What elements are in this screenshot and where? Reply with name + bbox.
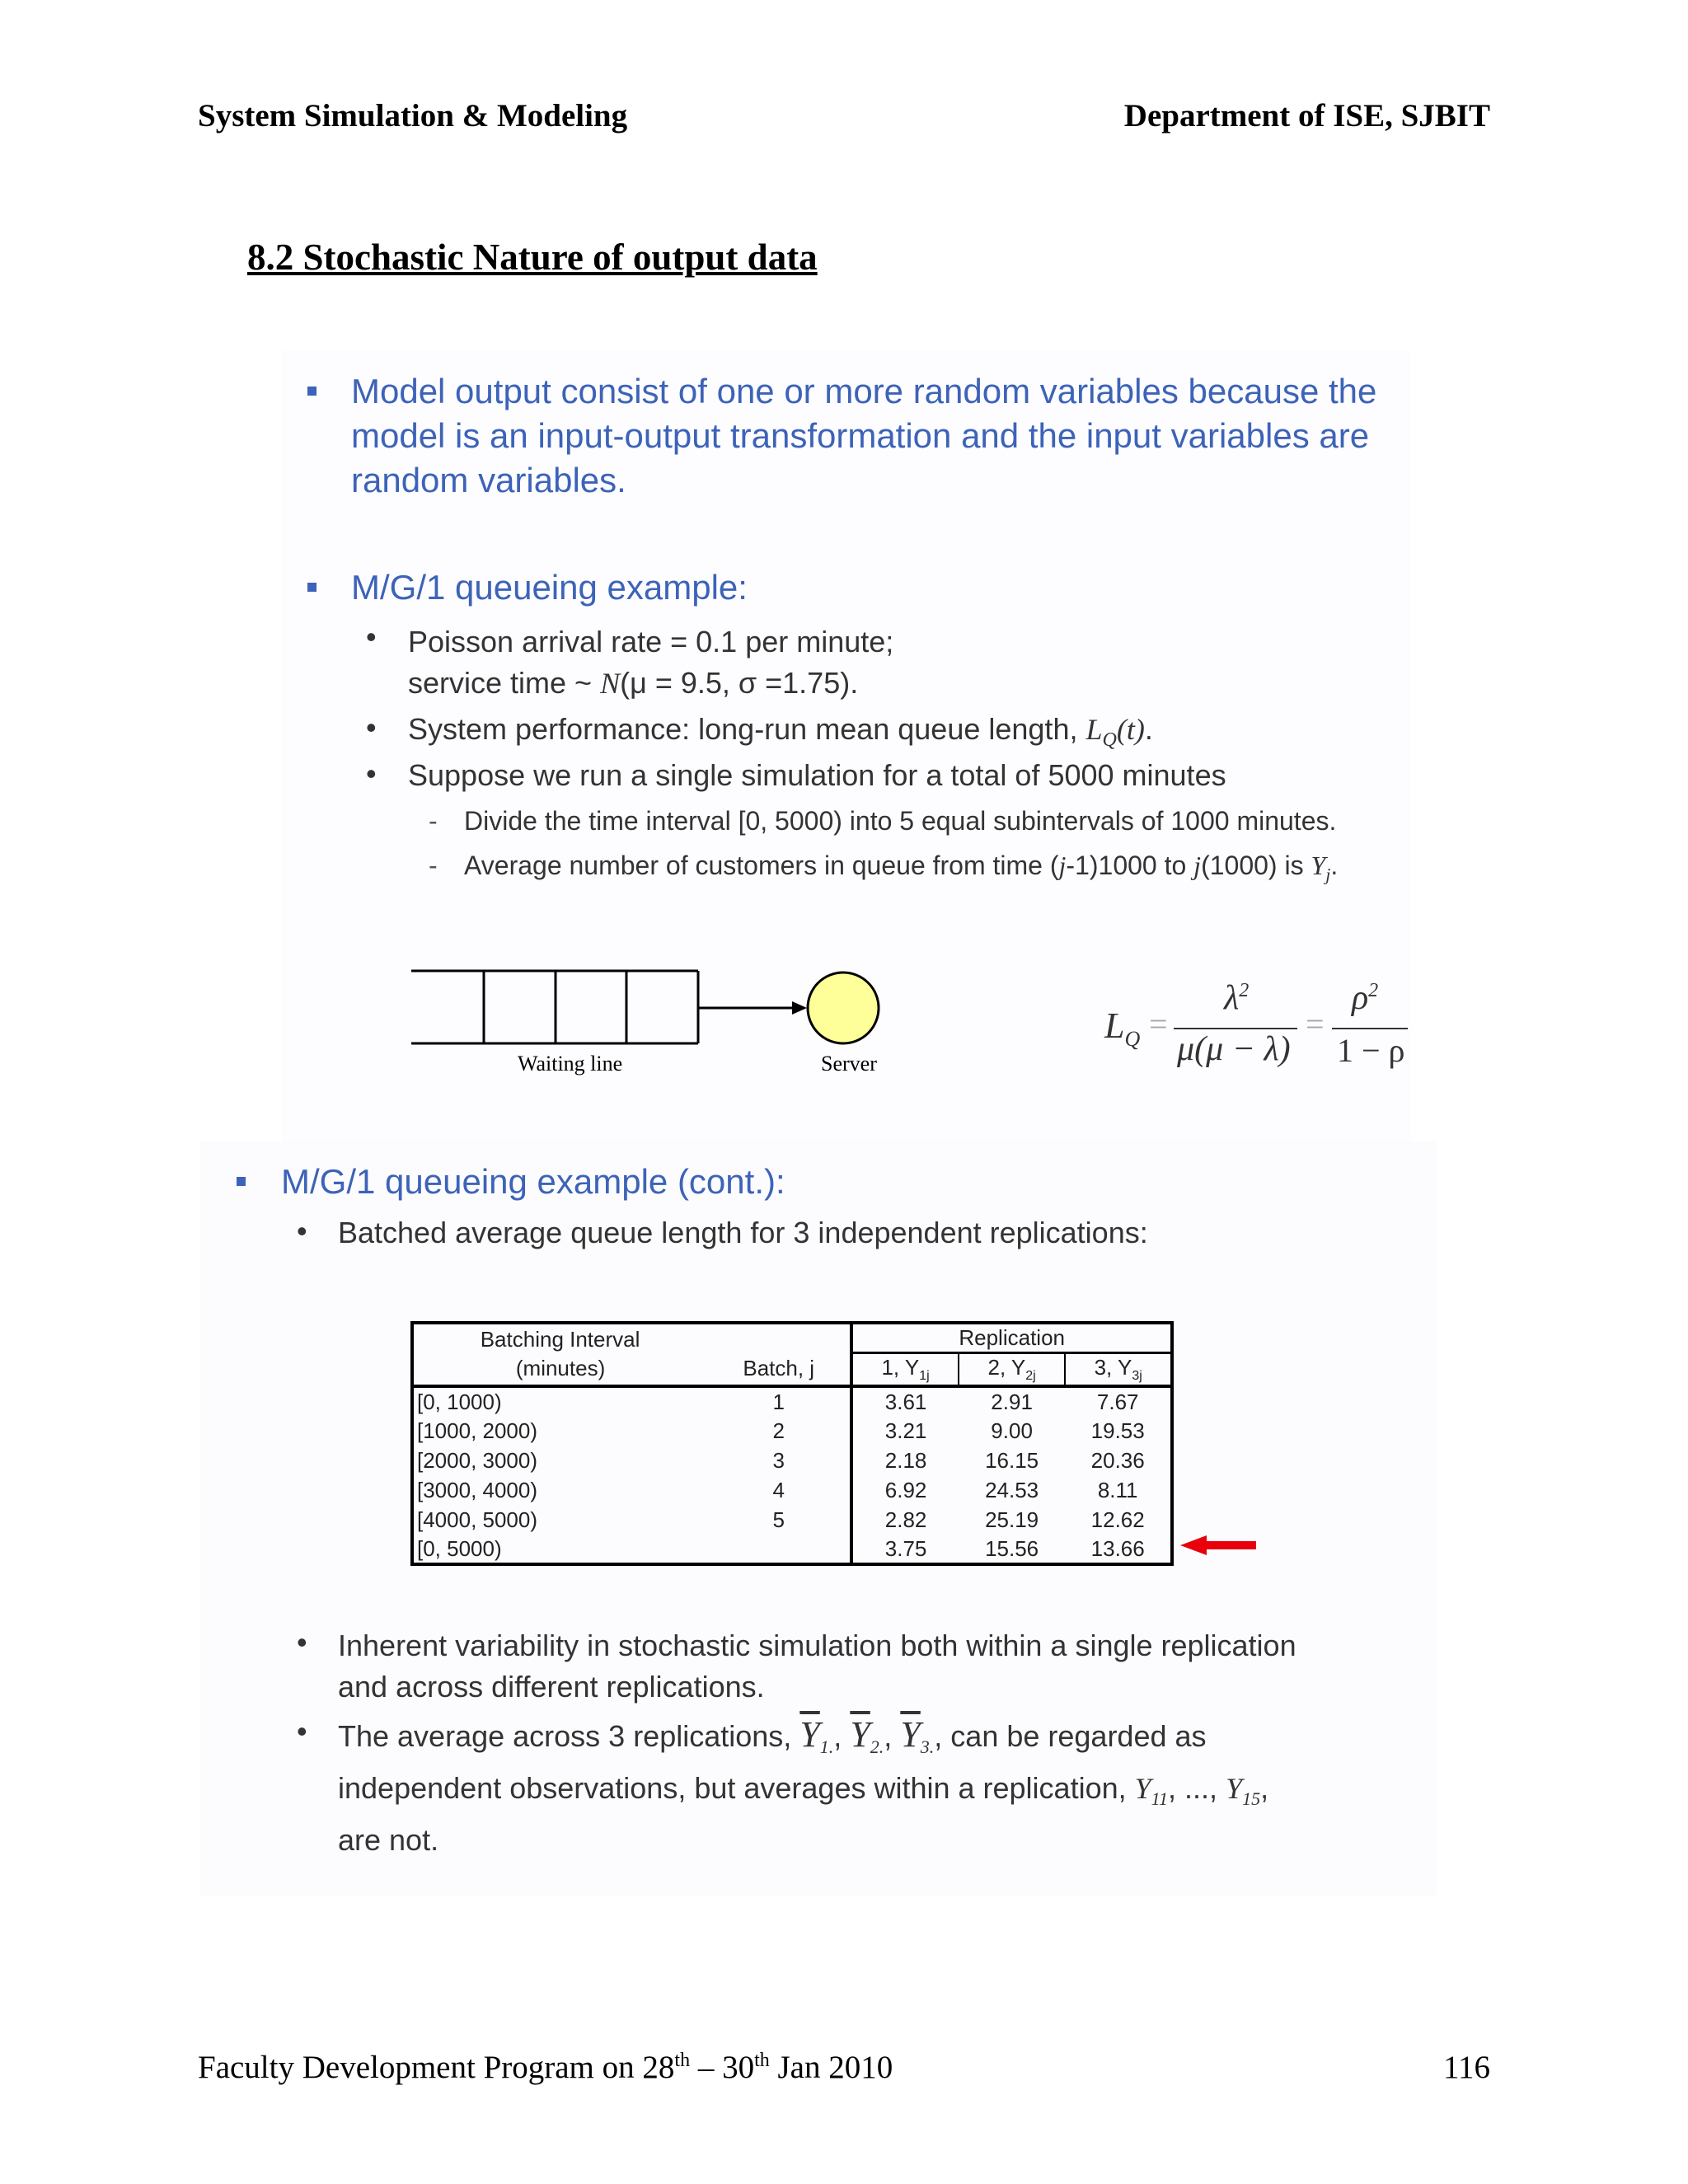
table-cell-interval: [0, 1000) bbox=[417, 1389, 502, 1414]
page-number: 116 bbox=[1442, 2050, 1490, 2085]
table-cell-interval: [2000, 3000) bbox=[417, 1447, 538, 1473]
table-cell-interval: [0, 5000) bbox=[417, 1535, 502, 1561]
table-cell-batch bbox=[707, 1535, 851, 1564]
bullet-dot-icon: • bbox=[366, 757, 377, 790]
slide1-item1-line2: service time ~ N(μ = 9.5, σ =1.75). bbox=[408, 666, 859, 700]
header-left: System Simulation & Modeling bbox=[198, 98, 628, 134]
arrow-head-icon bbox=[792, 1001, 807, 1015]
bullet-dot-icon: • bbox=[297, 1714, 307, 1748]
table-row bbox=[412, 1446, 1172, 1475]
slide2-heading: M/G/1 queueing example (cont.): bbox=[281, 1162, 785, 1201]
col-header-replication: Replication bbox=[851, 1323, 1172, 1353]
slide2-bullet1: Batched average queue length for 3 independent replications: bbox=[338, 1216, 1148, 1249]
table-cell-y3: 12.62 bbox=[1090, 1507, 1145, 1532]
col-header-rep-3: 3, $Y_{3j}$ bbox=[1094, 1355, 1142, 1384]
slide1-bullet1-line3: random variables. bbox=[351, 461, 626, 499]
slide2-bullet3-line3: are not. bbox=[338, 1823, 439, 1858]
slide2-bullet3-line1: The average across 3 replications, $\overline{Y}_{1.}$, $\overline{Y}_{2.}$, $\overline{Y}_{3.}$, can be regarded as bbox=[338, 1714, 1207, 1758]
table-row bbox=[412, 1386, 1172, 1416]
col-header-rep-2: 2, $Y_{2j}$ bbox=[959, 1353, 1066, 1387]
bullet-dot-icon: • bbox=[366, 620, 377, 654]
frac2-numerator: $\rho^2$ bbox=[1352, 979, 1379, 1017]
bullet-square-icon bbox=[237, 1177, 246, 1186]
slide2-bullet2 bbox=[338, 1625, 1296, 1708]
table-cell-batch: 2 bbox=[772, 1418, 785, 1443]
table-cell-interval: [4000, 5000) bbox=[417, 1507, 538, 1532]
slide1-bullet1-line2: model is an input-output transformation and the input variables are bbox=[351, 416, 1370, 455]
slide1-item2: System performance: long-run mean queue length, $L_Q(t)$. bbox=[408, 712, 1153, 752]
y-bar-1: $\overline{Y}$ bbox=[799, 1714, 820, 1755]
table-cell-y1: 6.92 bbox=[851, 1475, 958, 1505]
slide2-bullet2-line1: Inherent variability in stochastic simulation both within a single replication bbox=[338, 1629, 1296, 1662]
bullet-square-icon bbox=[307, 583, 316, 592]
table-cell-y2: 15.56 bbox=[985, 1535, 1039, 1561]
col-header-rep-1: 1, $Y_{1j}$ bbox=[851, 1353, 958, 1387]
frac1-numerator: $\lambda^2$ bbox=[1224, 979, 1250, 1017]
replication-table-body bbox=[412, 1386, 1172, 1564]
server-circle-icon bbox=[808, 972, 879, 1043]
table-cell-y3: 7.67 bbox=[1096, 1389, 1139, 1414]
table-cell-interval: [1000, 2000) bbox=[417, 1418, 538, 1443]
table-cell-y2: 25.19 bbox=[985, 1507, 1039, 1532]
col-header-batch: Batch, j bbox=[743, 1356, 815, 1381]
slide1-item1 bbox=[408, 621, 893, 704]
equals-sign: = bbox=[1149, 1005, 1168, 1043]
table-row bbox=[412, 1416, 1172, 1446]
dash-icon: - bbox=[429, 851, 438, 880]
bullet-square-icon bbox=[307, 387, 316, 396]
frac2-bar bbox=[1332, 1028, 1408, 1029]
table-cell-interval: [3000, 4000) bbox=[417, 1477, 538, 1502]
bullet-dot-icon: • bbox=[297, 1625, 307, 1659]
col-header-interval-1: Batching Interval bbox=[480, 1326, 640, 1352]
table-row bbox=[412, 1505, 1172, 1535]
y-bar-2: $\overline{Y}$ bbox=[850, 1714, 870, 1755]
slide2-bullet3 bbox=[338, 1714, 1268, 1861]
slide1-sub1: Divide the time interval [0, 5000) into 5 equal subintervals of 1000 minutes. bbox=[464, 806, 1337, 836]
table-cell-y3: 20.36 bbox=[1090, 1447, 1145, 1473]
slide1-bullet1 bbox=[351, 369, 1376, 503]
table-cell-y1: 2.82 bbox=[851, 1505, 958, 1535]
bullet-dot-icon: • bbox=[366, 710, 377, 744]
table-cell-y1: 3.75 bbox=[851, 1535, 958, 1564]
table-cell-y1: 3.61 bbox=[851, 1386, 958, 1416]
table-cell-y2: 24.53 bbox=[985, 1477, 1039, 1502]
frac1-denominator: μ(μ − λ) bbox=[1177, 1030, 1291, 1068]
slide1-sub2: Average number of customers in queue from time (j-1)1000 to j(1000) is $Y_j$. bbox=[464, 851, 1339, 885]
slide1-bullet1-line1: Model output consist of one or more random variables because the bbox=[351, 372, 1377, 410]
table-cell-y1: 2.18 bbox=[851, 1446, 958, 1475]
table-row bbox=[412, 1475, 1172, 1505]
table-cell-y2: 9.00 bbox=[991, 1418, 1033, 1443]
lq-symbol: $L_Q$ bbox=[1104, 1005, 1141, 1051]
dash-icon: - bbox=[429, 806, 438, 836]
slide1-item1-line1: Poisson arrival rate = 0.1 per minute; bbox=[408, 625, 894, 658]
table-cell-y3: 13.66 bbox=[1090, 1535, 1145, 1561]
table-cell-batch: 1 bbox=[772, 1389, 785, 1414]
y-bar-3: $\overline{Y}$ bbox=[900, 1714, 921, 1755]
slide1-item3: Suppose we run a single simulation for a total of 5000 minutes bbox=[408, 758, 1226, 792]
frac2-denominator: 1 − ρ bbox=[1337, 1032, 1405, 1069]
table-cell-y3: 19.53 bbox=[1090, 1418, 1145, 1443]
table-cell-y2: 2.91 bbox=[991, 1389, 1033, 1414]
table-cell-batch: 4 bbox=[772, 1477, 785, 1502]
header-right: Department of ISE, SJBIT bbox=[1123, 98, 1490, 134]
section-title: 8.2 Stochastic Nature of output data bbox=[247, 237, 818, 278]
replication-table bbox=[410, 1321, 1174, 1566]
col-header-interval-2: (minutes) bbox=[515, 1356, 606, 1381]
slide2-bullet2-line2: and across different replications. bbox=[338, 1670, 765, 1704]
waiting-line-label: Waiting line bbox=[518, 1052, 623, 1076]
table-cell-y1: 3.21 bbox=[851, 1416, 958, 1446]
slide1-bullet2-heading: M/G/1 queueing example: bbox=[351, 568, 748, 607]
bullet-dot-icon: • bbox=[297, 1214, 307, 1248]
queue-diagram bbox=[408, 963, 886, 1086]
table-cell-batch: 5 bbox=[772, 1507, 785, 1532]
waiting-line-boxes bbox=[411, 971, 698, 1043]
red-arrow-icon bbox=[1179, 1533, 1261, 1558]
table-cell-y2: 16.15 bbox=[985, 1447, 1039, 1473]
server-label: Server bbox=[821, 1052, 877, 1076]
table-cell-batch: 3 bbox=[772, 1447, 785, 1473]
slide2-bullet3-line2: independent observations, but averages within a replication, $Y_{11}$, ..., $Y_{15}$, bbox=[338, 1771, 1269, 1810]
table-cell-y3: 8.11 bbox=[1097, 1477, 1138, 1502]
footer-left: Faculty Development Program on 28th – 30th Jan 2010 bbox=[198, 2050, 893, 2085]
equals-sign-2: = bbox=[1306, 1005, 1325, 1043]
table-row bbox=[412, 1535, 1172, 1564]
